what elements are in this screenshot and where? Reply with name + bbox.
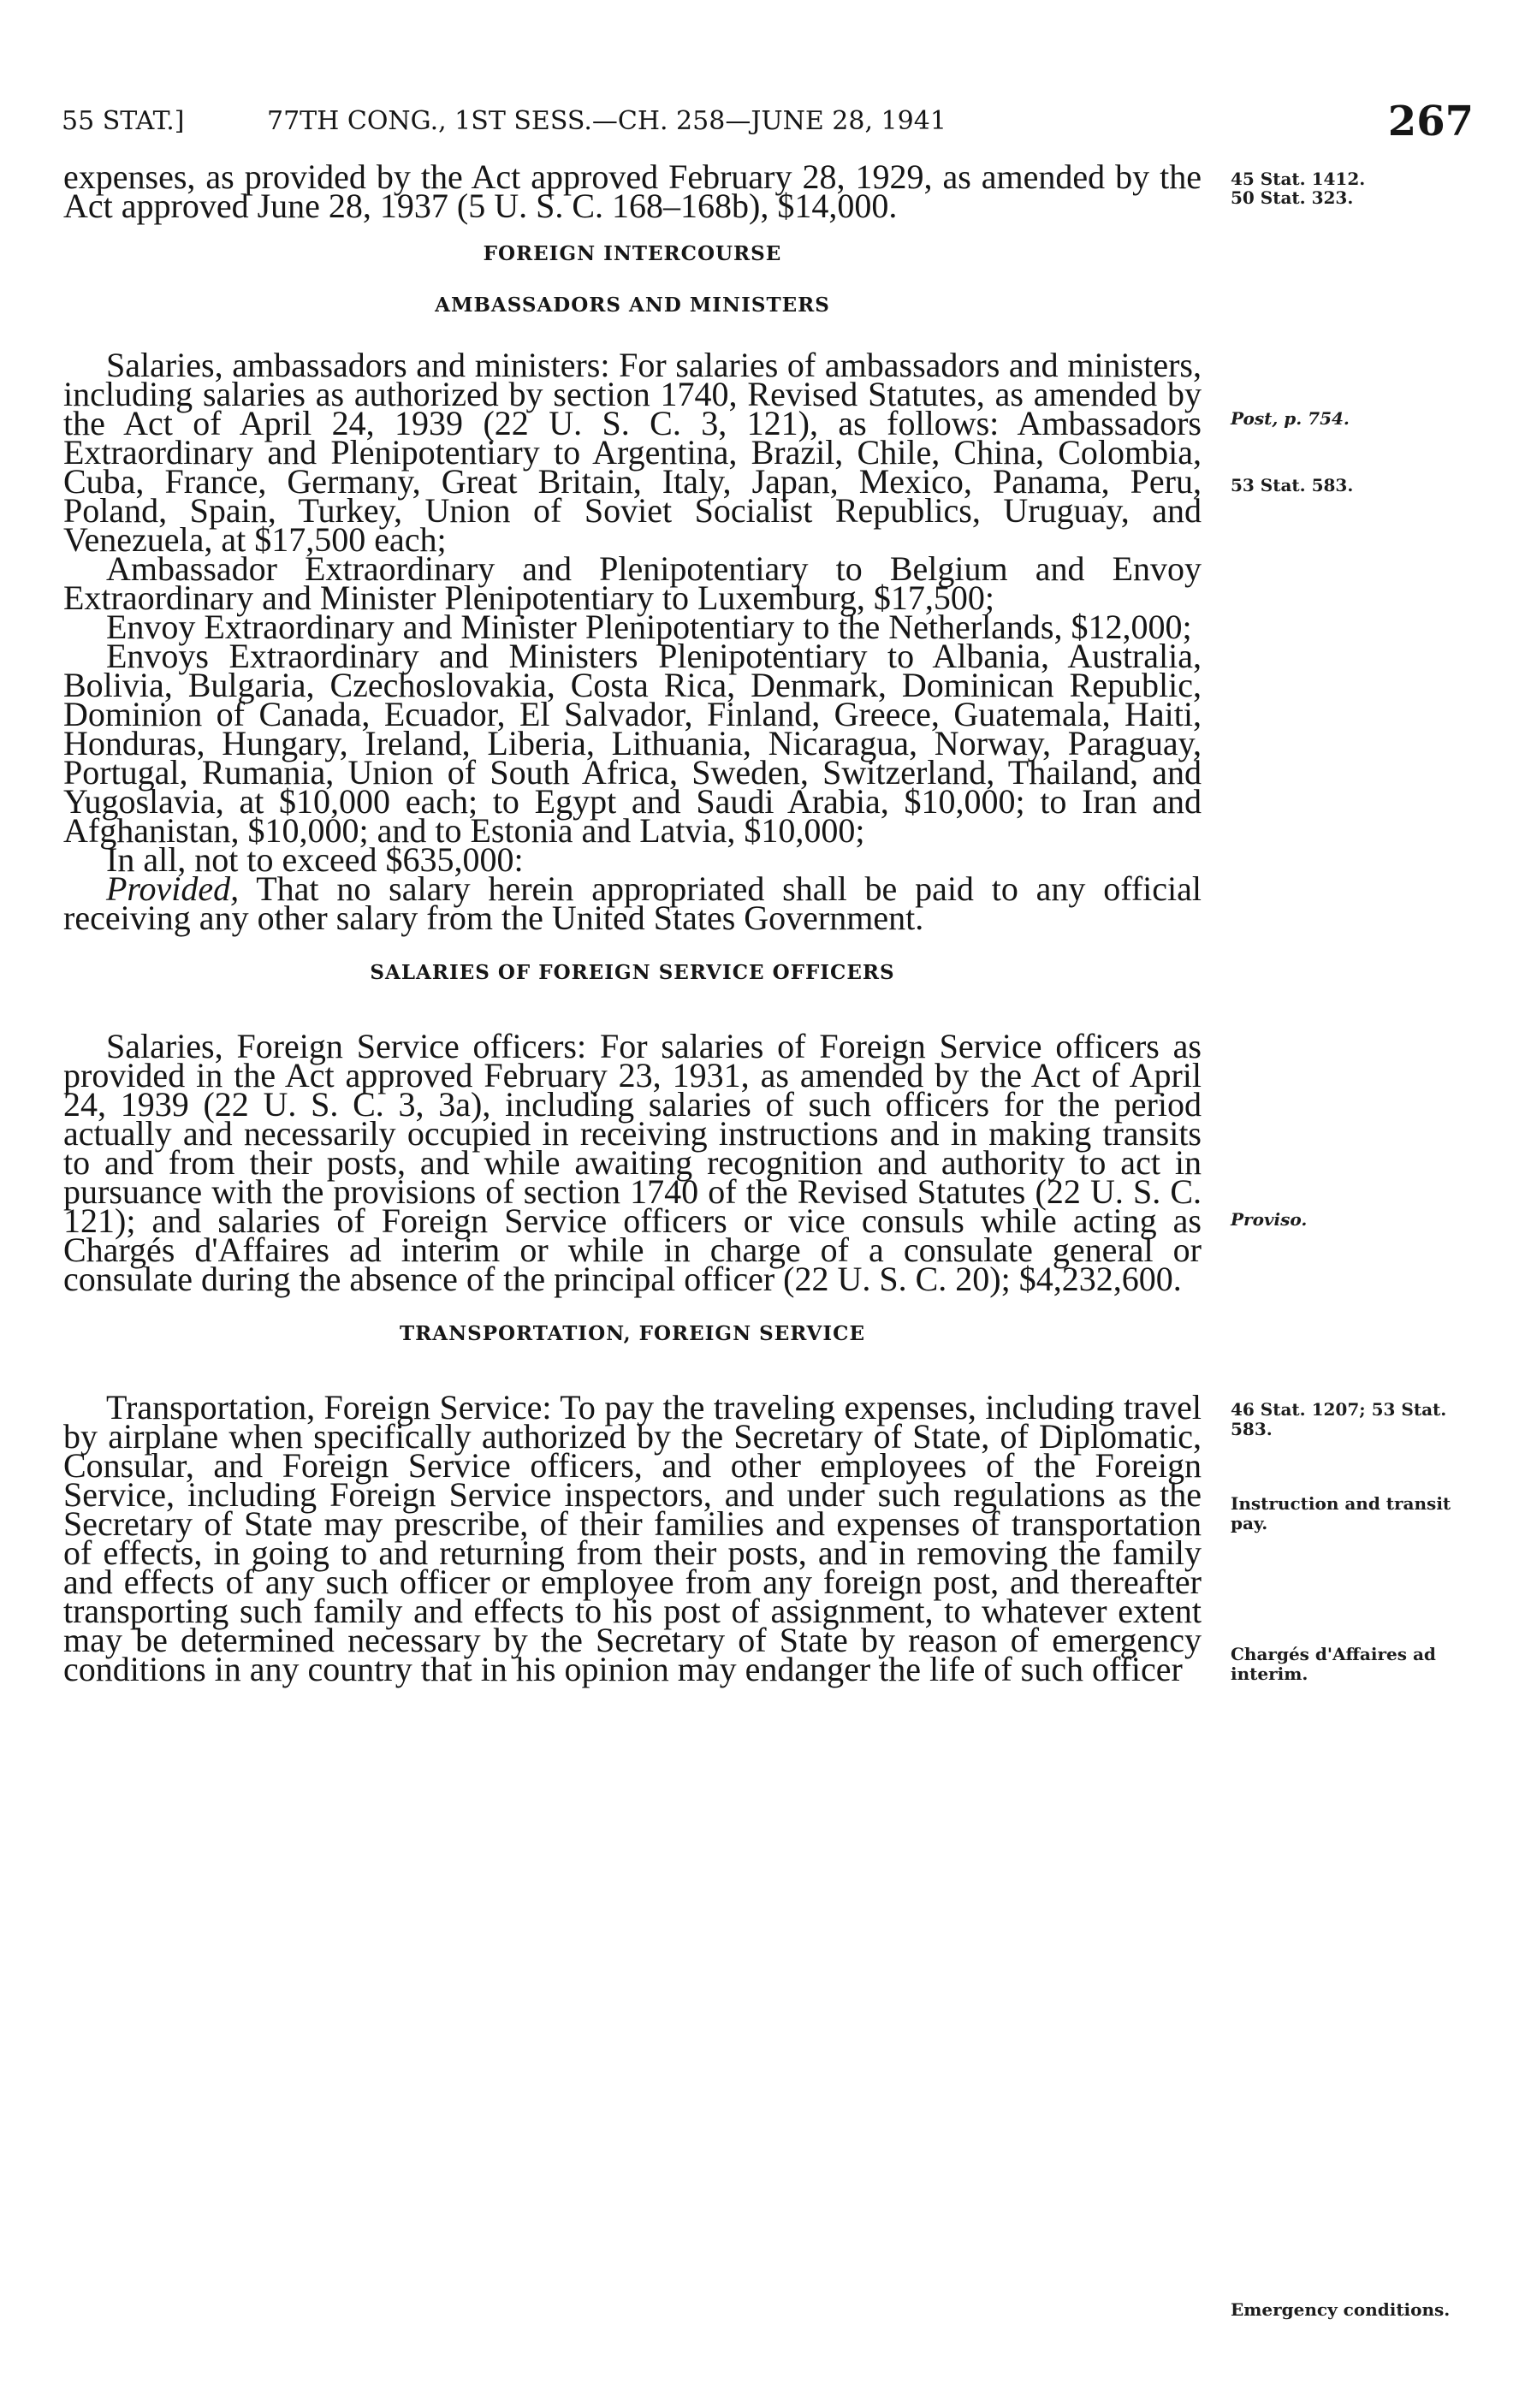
statute-volume: 55 STAT.]: [62, 106, 185, 136]
margin-note-emergency: Emergency conditions.: [1231, 2299, 1451, 2320]
paragraph-netherlands: Envoy Extraordinary and Minister Plenipotentiary to the Netherlands, $12,000;: [106, 608, 1192, 646]
paragraph-proviso: [63, 869, 1202, 937]
section-heading-salaries-fso: SALARIES OF FOREIGN SERVICE OFFICERS: [370, 961, 895, 984]
section-heading-transportation: TRANSPORTATION, FOREIGN SERVICE: [400, 1322, 865, 1345]
margin-note-proviso: [1231, 1210, 1487, 1230]
paragraph-envoys-list: Envoys Extraordinary and Ministers Plenipotentiary to Albania, Australia, Bolivia, Bulgaria, Czechoslovakia, Costa Rica, Denmark, Dominican Republic, Dominion of Canada, Ecuador, El Salvador, Finland, Greece, Guatemala, Haiti, Honduras, Hungary, Ireland, Liberia, Lithuania, Nicaragua, Norway, Paraguay, Portugal, Rumania, Union of South Africa, Sweden, Switzerland, Thailand, and Yugoslavia, at $10,000 each; to Egypt and Saudi Arabia, $10,000; to Iran and Afghanistan, $10,000; and to Estonia and Latvia, $10,000;: [63, 637, 1202, 850]
running-header: [62, 98, 1474, 145]
proviso-keyword: Provided,: [106, 869, 240, 908]
paragraph-in-all: In all, not to exceed $635,000:: [106, 840, 524, 879]
page-number: 267: [1387, 98, 1474, 145]
section-heading-foreign-intercourse: FOREIGN INTERCOURSE: [483, 242, 782, 265]
subheading-ambassadors-ministers: AMBASSADORS AND MINISTERS: [435, 294, 830, 317]
paragraph-salaries-ambassadors: Salaries, ambassadors and ministers: For salaries of ambassadors and ministers, including salaries as authorized by section 1740, Revised Statutes, as amended by the Act of April 24, 1939 (22 U. S. C. 3, 121), as follows: Ambassadors Extraordinary and Plenipotentiary to Argentina, Brazil, Chile, China, Colombia, Cuba, France, Germany, Great Britain, Italy, Japan, Mexico, Panama, Peru, Poland, Spain, Turkey, Union of Soviet Socialist Republics, Uruguay, and Venezuela, at $17,500 each;: [63, 346, 1202, 559]
proviso-text: That no salary herein appropriated shall be paid to any official receiving any other salary from the United States Government.: [63, 869, 1202, 937]
paragraph-transportation: Transportation, Foreign Service: To pay the traveling expenses, including travel by airplane when specifically authorized by the Secretary of State, of Diplomatic, Consular, and Foreign Service officers, and other employees of the Foreign Service, including Foreign Service inspectors, and under such regulations as the Secretary of State may prescribe, of their families and expenses of transportation of effects, in going to and returning from their posts, and in removing the family and effects of any such officer or employee from any foreign post, and thereafter transporting such family and effects to his post of assignment, to whatever extent may be determined necessary by the Secretary of State by reason of emergency conditions in any country that in his opinion may endanger the life of such officer: [63, 1388, 1202, 1688]
main-text-column: [63, 157, 1202, 1688]
margin-note-46-stat: 46 Stat. 1207; 53 Stat. 583.: [1231, 1399, 1447, 1439]
margin-note-50-stat: 50 Stat. 323.: [1231, 187, 1354, 208]
paragraph-salaries-fso: Salaries, Foreign Service officers: For salaries of Foreign Service officers as provided in the Act approved February 23, 1931, as amended by the Act of April 24, 1939 (22 U. S. C. 3, 3a), including salaries of such officers for the period actually and necessarily occupied in receiving instructions and in making transits to and from their posts, and while awaiting recognition and authority to act in pursuance with the provisions of section 1740 of the Revised Statutes (22 U. S. C. 121); and salaries of Foreign Service officers or vice consuls while acting as Chargés d'Affaires ad interim or while in charge of a consulate general or consulate during the absence of the principal officer (22 U. S. C. 20); $4,232,600.: [63, 1027, 1202, 1298]
margin-note-53-stat: 53 Stat. 583.: [1231, 475, 1354, 495]
paragraph-belgium-luxemburg: Ambassador Extraordinary and Plenipotentiary to Belgium and Envoy Extraordinary and Minister Plenipotentiary to Luxemburg, $17,500;: [63, 549, 1202, 617]
margin-note-45-stat: 45 Stat. 1412.: [1231, 169, 1366, 189]
margin-note-charges: Chargés d'Affaires ad interim.: [1231, 1644, 1436, 1684]
margin-note-proviso-text: Proviso.: [1231, 1209, 1308, 1230]
margin-note-post: [1231, 409, 1487, 429]
opening-paragraph: expenses, as provided by the Act approved February 28, 1929, as amended by the Act approved June 28, 1937 (5 U. S. C. 168–168b), $14,000.: [63, 157, 1202, 225]
session-chapter-date: 77TH CONG., 1ST SESS.—CH. 258—JUNE 28, 1941: [267, 106, 946, 136]
margin-note-instruction-transit: Instruction and transit pay.: [1231, 1493, 1451, 1533]
margin-note-post-text: Post, p. 754.: [1231, 408, 1350, 429]
